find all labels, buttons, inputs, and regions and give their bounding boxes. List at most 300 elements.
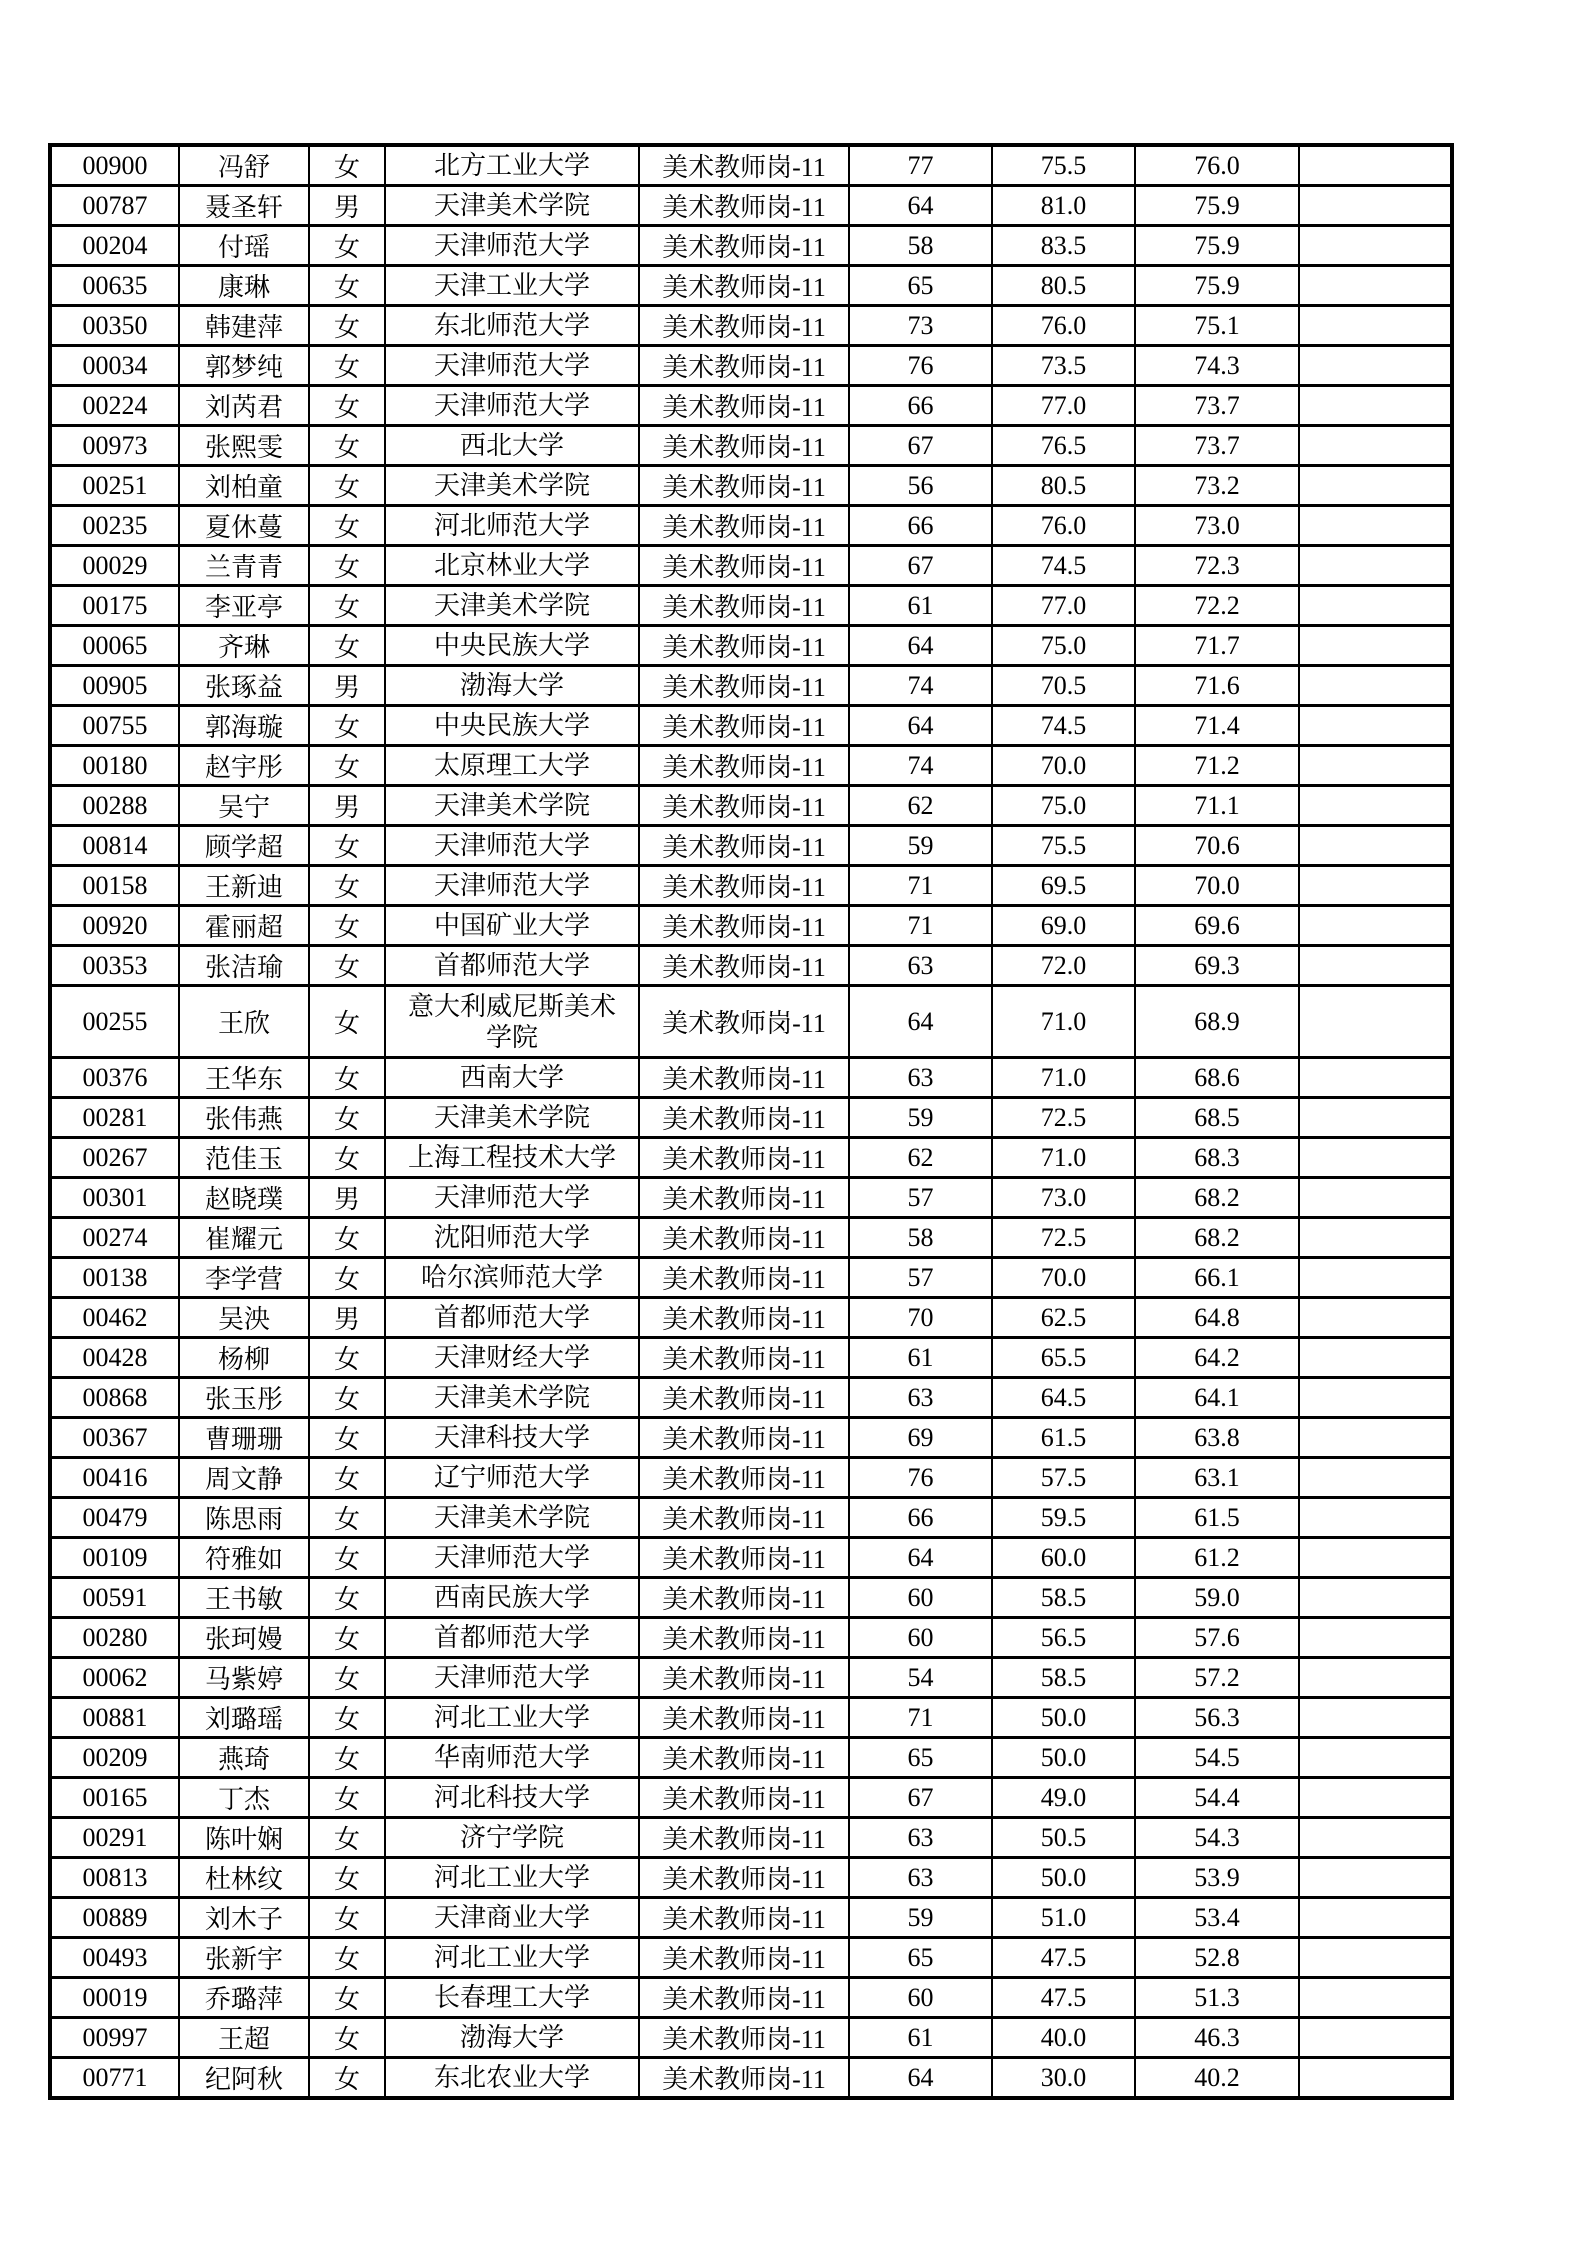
written-score-cell: 66: [849, 506, 992, 546]
blank-cell: [1299, 1218, 1452, 1258]
name-cell: 张伟燕: [179, 1098, 309, 1138]
exam-id-cell: 00158: [50, 866, 179, 906]
name-cell: 王华东: [179, 1058, 309, 1098]
interview-score-cell: 75.5: [992, 145, 1135, 186]
table-row: [50, 706, 1452, 746]
name-cell: 冯舒: [179, 145, 309, 186]
interview-score-cell: 76.5: [992, 426, 1135, 466]
exam-id-cell: 00019: [50, 1978, 179, 2018]
total-score-cell: 61.5: [1135, 1498, 1299, 1538]
interview-score-cell: 71.0: [992, 1138, 1135, 1178]
total-score-cell: 68.9: [1135, 986, 1299, 1058]
name-cell: 顾学超: [179, 826, 309, 866]
gender-cell: 女: [309, 1418, 385, 1458]
total-score-cell: 70.6: [1135, 826, 1299, 866]
name-cell: 张新宇: [179, 1938, 309, 1978]
gender-cell: 男: [309, 1298, 385, 1338]
interview-score-cell: 76.0: [992, 306, 1135, 346]
table-row: [50, 1458, 1452, 1498]
exam-id-cell: 00428: [50, 1338, 179, 1378]
total-score-cell: 61.2: [1135, 1538, 1299, 1578]
gender-cell: 女: [309, 1138, 385, 1178]
name-cell: 李亚亭: [179, 586, 309, 626]
written-score-cell: 77: [849, 145, 992, 186]
score-table-body: [50, 145, 1452, 2098]
name-cell: 张玉彤: [179, 1378, 309, 1418]
total-score-cell: 63.1: [1135, 1458, 1299, 1498]
position-cell: 美术教师岗-11: [639, 145, 849, 186]
total-score-cell: 53.4: [1135, 1898, 1299, 1938]
position-cell: 美术教师岗-11: [639, 1378, 849, 1418]
written-score-cell: 61: [849, 1338, 992, 1378]
position-cell: 美术教师岗-11: [639, 1738, 849, 1778]
interview-score-cell: 49.0: [992, 1778, 1135, 1818]
name-cell: 王欣: [179, 986, 309, 1058]
table-row: [50, 1498, 1452, 1538]
written-score-cell: 67: [849, 426, 992, 466]
blank-cell: [1299, 1658, 1452, 1698]
interview-score-cell: 72.5: [992, 1218, 1135, 1258]
interview-score-cell: 58.5: [992, 1658, 1135, 1698]
interview-score-cell: 69.5: [992, 866, 1135, 906]
interview-score-cell: 70.5: [992, 666, 1135, 706]
interview-score-cell: 69.0: [992, 906, 1135, 946]
name-cell: 吴泱: [179, 1298, 309, 1338]
exam-id-cell: 00787: [50, 186, 179, 226]
position-cell: 美术教师岗-11: [639, 826, 849, 866]
exam-id-cell: 00224: [50, 386, 179, 426]
blank-cell: [1299, 786, 1452, 826]
gender-cell: 男: [309, 786, 385, 826]
total-score-cell: 75.9: [1135, 226, 1299, 266]
interview-score-cell: 73.0: [992, 1178, 1135, 1218]
gender-cell: 女: [309, 746, 385, 786]
table-row: [50, 1738, 1452, 1778]
written-score-cell: 65: [849, 1738, 992, 1778]
table-row: [50, 986, 1452, 1058]
university-cell: 中国矿业大学: [385, 906, 639, 946]
gender-cell: 女: [309, 1778, 385, 1818]
written-score-cell: 76: [849, 1458, 992, 1498]
gender-cell: 女: [309, 1658, 385, 1698]
name-cell: 赵晓璞: [179, 1178, 309, 1218]
position-cell: 美术教师岗-11: [639, 1698, 849, 1738]
table-row: [50, 1098, 1452, 1138]
table-row: [50, 946, 1452, 986]
interview-score-cell: 71.0: [992, 986, 1135, 1058]
university-cell: 济宁学院: [385, 1818, 639, 1858]
total-score-cell: 69.6: [1135, 906, 1299, 946]
university-cell: 上海工程技术大学: [385, 1138, 639, 1178]
exam-id-cell: 00635: [50, 266, 179, 306]
blank-cell: [1299, 1058, 1452, 1098]
interview-score-cell: 60.0: [992, 1538, 1135, 1578]
gender-cell: 女: [309, 546, 385, 586]
total-score-cell: 64.2: [1135, 1338, 1299, 1378]
position-cell: 美术教师岗-11: [639, 1898, 849, 1938]
table-row: [50, 1698, 1452, 1738]
name-cell: 刘柏童: [179, 466, 309, 506]
interview-score-cell: 50.5: [992, 1818, 1135, 1858]
table-row: [50, 1938, 1452, 1978]
name-cell: 康琳: [179, 266, 309, 306]
total-score-cell: 68.5: [1135, 1098, 1299, 1138]
gender-cell: 女: [309, 306, 385, 346]
gender-cell: 女: [309, 386, 385, 426]
name-cell: 乔璐萍: [179, 1978, 309, 2018]
blank-cell: [1299, 145, 1452, 186]
exam-id-cell: 00065: [50, 626, 179, 666]
exam-id-cell: 00350: [50, 306, 179, 346]
blank-cell: [1299, 1538, 1452, 1578]
gender-cell: 女: [309, 706, 385, 746]
university-cell: 河北科技大学: [385, 1778, 639, 1818]
total-score-cell: 64.8: [1135, 1298, 1299, 1338]
name-cell: 符雅如: [179, 1538, 309, 1578]
university-cell: 中央民族大学: [385, 626, 639, 666]
position-cell: 美术教师岗-11: [639, 1498, 849, 1538]
university-cell: 天津商业大学: [385, 1898, 639, 1938]
exam-id-cell: 00814: [50, 826, 179, 866]
blank-cell: [1299, 1178, 1452, 1218]
table-row: [50, 746, 1452, 786]
table-row: [50, 1378, 1452, 1418]
gender-cell: 女: [309, 2058, 385, 2099]
blank-cell: [1299, 1578, 1452, 1618]
total-score-cell: 71.7: [1135, 626, 1299, 666]
position-cell: 美术教师岗-11: [639, 986, 849, 1058]
written-score-cell: 64: [849, 626, 992, 666]
university-cell: 天津师范大学: [385, 866, 639, 906]
written-score-cell: 69: [849, 1418, 992, 1458]
gender-cell: 女: [309, 1738, 385, 1778]
gender-cell: 女: [309, 1938, 385, 1978]
name-cell: 王超: [179, 2018, 309, 2058]
interview-score-cell: 47.5: [992, 1938, 1135, 1978]
interview-score-cell: 77.0: [992, 386, 1135, 426]
interview-score-cell: 80.5: [992, 266, 1135, 306]
gender-cell: 女: [309, 1058, 385, 1098]
blank-cell: [1299, 1458, 1452, 1498]
exam-id-cell: 00479: [50, 1498, 179, 1538]
position-cell: 美术教师岗-11: [639, 426, 849, 466]
university-cell: 首都师范大学: [385, 1298, 639, 1338]
gender-cell: 男: [309, 186, 385, 226]
written-score-cell: 71: [849, 906, 992, 946]
position-cell: 美术教师岗-11: [639, 1938, 849, 1978]
position-cell: 美术教师岗-11: [639, 1298, 849, 1338]
exam-id-cell: 00416: [50, 1458, 179, 1498]
university-cell: 渤海大学: [385, 666, 639, 706]
written-score-cell: 60: [849, 1618, 992, 1658]
name-cell: 齐琳: [179, 626, 309, 666]
university-cell: 天津工业大学: [385, 266, 639, 306]
name-cell: 燕琦: [179, 1738, 309, 1778]
name-cell: 崔耀元: [179, 1218, 309, 1258]
gender-cell: 男: [309, 666, 385, 706]
exam-id-cell: 00920: [50, 906, 179, 946]
university-cell: 天津美术学院: [385, 1378, 639, 1418]
total-score-cell: 59.0: [1135, 1578, 1299, 1618]
exam-id-cell: 00301: [50, 1178, 179, 1218]
gender-cell: 女: [309, 1098, 385, 1138]
table-row: [50, 866, 1452, 906]
exam-id-cell: 00771: [50, 2058, 179, 2099]
total-score-cell: 72.2: [1135, 586, 1299, 626]
gender-cell: 女: [309, 1978, 385, 2018]
university-cell: 西南民族大学: [385, 1578, 639, 1618]
total-score-cell: 54.3: [1135, 1818, 1299, 1858]
university-cell: 沈阳师范大学: [385, 1218, 639, 1258]
written-score-cell: 61: [849, 2018, 992, 2058]
blank-cell: [1299, 1298, 1452, 1338]
blank-cell: [1299, 1898, 1452, 1938]
exam-id-cell: 00209: [50, 1738, 179, 1778]
exam-id-cell: 00462: [50, 1298, 179, 1338]
blank-cell: [1299, 1698, 1452, 1738]
gender-cell: 女: [309, 586, 385, 626]
total-score-cell: 70.0: [1135, 866, 1299, 906]
gender-cell: 女: [309, 866, 385, 906]
table-row: [50, 145, 1452, 186]
name-cell: 韩建萍: [179, 306, 309, 346]
interview-score-cell: 61.5: [992, 1418, 1135, 1458]
total-score-cell: 51.3: [1135, 1978, 1299, 2018]
exam-id-cell: 00353: [50, 946, 179, 986]
position-cell: 美术教师岗-11: [639, 1618, 849, 1658]
interview-score-cell: 76.0: [992, 506, 1135, 546]
total-score-cell: 73.0: [1135, 506, 1299, 546]
written-score-cell: 59: [849, 826, 992, 866]
written-score-cell: 66: [849, 1498, 992, 1538]
blank-cell: [1299, 626, 1452, 666]
gender-cell: 女: [309, 506, 385, 546]
position-cell: 美术教师岗-11: [639, 1658, 849, 1698]
written-score-cell: 59: [849, 1898, 992, 1938]
total-score-cell: 46.3: [1135, 2018, 1299, 2058]
table-row: [50, 266, 1452, 306]
table-row: [50, 666, 1452, 706]
table-row: [50, 1058, 1452, 1098]
university-cell: 意大利威尼斯美术学院: [385, 986, 639, 1058]
position-cell: 美术教师岗-11: [639, 946, 849, 986]
interview-score-cell: 72.5: [992, 1098, 1135, 1138]
gender-cell: 女: [309, 1858, 385, 1898]
exam-id-cell: 00868: [50, 1378, 179, 1418]
interview-score-cell: 58.5: [992, 1578, 1135, 1618]
name-cell: 兰青青: [179, 546, 309, 586]
gender-cell: 女: [309, 1698, 385, 1738]
blank-cell: [1299, 1098, 1452, 1138]
total-score-cell: 72.3: [1135, 546, 1299, 586]
interview-score-cell: 56.5: [992, 1618, 1135, 1658]
exam-id-cell: 00034: [50, 346, 179, 386]
position-cell: 美术教师岗-11: [639, 1578, 849, 1618]
blank-cell: [1299, 1138, 1452, 1178]
position-cell: 美术教师岗-11: [639, 2018, 849, 2058]
university-cell: 天津财经大学: [385, 1338, 639, 1378]
interview-score-cell: 77.0: [992, 586, 1135, 626]
university-cell: 河北工业大学: [385, 1938, 639, 1978]
table-row: [50, 1298, 1452, 1338]
blank-cell: [1299, 1338, 1452, 1378]
written-score-cell: 63: [849, 1858, 992, 1898]
table-row: [50, 226, 1452, 266]
gender-cell: 女: [309, 1258, 385, 1298]
interview-score-cell: 72.0: [992, 946, 1135, 986]
interview-score-cell: 51.0: [992, 1898, 1135, 1938]
name-cell: 曹珊珊: [179, 1418, 309, 1458]
interview-score-cell: 80.5: [992, 466, 1135, 506]
blank-cell: [1299, 1618, 1452, 1658]
interview-score-cell: 30.0: [992, 2058, 1135, 2099]
table-row: [50, 2058, 1452, 2099]
written-score-cell: 57: [849, 1258, 992, 1298]
university-cell: 首都师范大学: [385, 946, 639, 986]
name-cell: 夏休蔓: [179, 506, 309, 546]
name-cell: 王书敏: [179, 1578, 309, 1618]
written-score-cell: 58: [849, 1218, 992, 1258]
name-cell: 陈叶娴: [179, 1818, 309, 1858]
name-cell: 范佳玉: [179, 1138, 309, 1178]
written-score-cell: 67: [849, 1778, 992, 1818]
position-cell: 美术教师岗-11: [639, 1538, 849, 1578]
written-score-cell: 64: [849, 1538, 992, 1578]
position-cell: 美术教师岗-11: [639, 1858, 849, 1898]
name-cell: 郭梦纯: [179, 346, 309, 386]
interview-score-cell: 50.0: [992, 1858, 1135, 1898]
exam-id-cell: 00997: [50, 2018, 179, 2058]
name-cell: 张珂嫚: [179, 1618, 309, 1658]
total-score-cell: 71.6: [1135, 666, 1299, 706]
exam-id-cell: 00255: [50, 986, 179, 1058]
written-score-cell: 64: [849, 706, 992, 746]
blank-cell: [1299, 1738, 1452, 1778]
table-row: [50, 306, 1452, 346]
interview-score-cell: 40.0: [992, 2018, 1135, 2058]
blank-cell: [1299, 866, 1452, 906]
total-score-cell: 40.2: [1135, 2058, 1299, 2099]
exam-id-cell: 00138: [50, 1258, 179, 1298]
university-cell: 天津美术学院: [385, 186, 639, 226]
blank-cell: [1299, 1858, 1452, 1898]
name-cell: 吴宁: [179, 786, 309, 826]
table-row: [50, 1178, 1452, 1218]
written-score-cell: 71: [849, 1698, 992, 1738]
blank-cell: [1299, 666, 1452, 706]
exam-id-cell: 00367: [50, 1418, 179, 1458]
table-row: [50, 2018, 1452, 2058]
blank-cell: [1299, 1378, 1452, 1418]
university-cell: 首都师范大学: [385, 1618, 639, 1658]
table-row: [50, 426, 1452, 466]
total-score-cell: 54.5: [1135, 1738, 1299, 1778]
written-score-cell: 59: [849, 1098, 992, 1138]
position-cell: 美术教师岗-11: [639, 386, 849, 426]
name-cell: 杨柳: [179, 1338, 309, 1378]
interview-score-cell: 75.0: [992, 626, 1135, 666]
written-score-cell: 63: [849, 1818, 992, 1858]
gender-cell: 女: [309, 1618, 385, 1658]
position-cell: 美术教师岗-11: [639, 746, 849, 786]
name-cell: 刘木子: [179, 1898, 309, 1938]
exam-id-cell: 00175: [50, 586, 179, 626]
blank-cell: [1299, 746, 1452, 786]
gender-cell: 女: [309, 1498, 385, 1538]
exam-id-cell: 00288: [50, 786, 179, 826]
position-cell: 美术教师岗-11: [639, 346, 849, 386]
position-cell: 美术教师岗-11: [639, 786, 849, 826]
written-score-cell: 58: [849, 226, 992, 266]
university-cell: 渤海大学: [385, 2018, 639, 2058]
total-score-cell: 57.6: [1135, 1618, 1299, 1658]
name-cell: 丁杰: [179, 1778, 309, 1818]
university-cell: 天津美术学院: [385, 1498, 639, 1538]
total-score-cell: 76.0: [1135, 145, 1299, 186]
exam-id-cell: 00267: [50, 1138, 179, 1178]
gender-cell: 女: [309, 1538, 385, 1578]
table-row: [50, 1618, 1452, 1658]
university-cell: 天津师范大学: [385, 1538, 639, 1578]
name-cell: 郭海璇: [179, 706, 309, 746]
interview-score-cell: 47.5: [992, 1978, 1135, 2018]
exam-id-cell: 00235: [50, 506, 179, 546]
gender-cell: 女: [309, 826, 385, 866]
position-cell: 美术教师岗-11: [639, 626, 849, 666]
exam-id-cell: 00109: [50, 1538, 179, 1578]
university-cell: 华南师范大学: [385, 1738, 639, 1778]
table-row: [50, 1218, 1452, 1258]
exam-id-cell: 00281: [50, 1098, 179, 1138]
exam-id-cell: 00204: [50, 226, 179, 266]
university-cell: 天津师范大学: [385, 1658, 639, 1698]
interview-score-cell: 75.5: [992, 826, 1135, 866]
exam-id-cell: 00905: [50, 666, 179, 706]
gender-cell: 女: [309, 226, 385, 266]
position-cell: 美术教师岗-11: [639, 666, 849, 706]
interview-score-cell: 70.0: [992, 1258, 1135, 1298]
blank-cell: [1299, 506, 1452, 546]
blank-cell: [1299, 1978, 1452, 2018]
written-score-cell: 60: [849, 1978, 992, 2018]
total-score-cell: 71.2: [1135, 746, 1299, 786]
interview-score-cell: 65.5: [992, 1338, 1135, 1378]
score-table: [48, 143, 1454, 2100]
blank-cell: [1299, 946, 1452, 986]
total-score-cell: 74.3: [1135, 346, 1299, 386]
table-row: [50, 346, 1452, 386]
gender-cell: 女: [309, 266, 385, 306]
position-cell: 美术教师岗-11: [639, 1138, 849, 1178]
total-score-cell: 56.3: [1135, 1698, 1299, 1738]
gender-cell: 女: [309, 1578, 385, 1618]
table-row: [50, 506, 1452, 546]
university-cell: 中央民族大学: [385, 706, 639, 746]
total-score-cell: 68.2: [1135, 1178, 1299, 1218]
total-score-cell: 73.7: [1135, 386, 1299, 426]
blank-cell: [1299, 1778, 1452, 1818]
blank-cell: [1299, 706, 1452, 746]
written-score-cell: 63: [849, 1378, 992, 1418]
position-cell: 美术教师岗-11: [639, 266, 849, 306]
written-score-cell: 73: [849, 306, 992, 346]
exam-id-cell: 00180: [50, 746, 179, 786]
exam-id-cell: 00755: [50, 706, 179, 746]
table-row: [50, 1418, 1452, 1458]
total-score-cell: 54.4: [1135, 1778, 1299, 1818]
total-score-cell: 64.1: [1135, 1378, 1299, 1418]
gender-cell: 女: [309, 2018, 385, 2058]
